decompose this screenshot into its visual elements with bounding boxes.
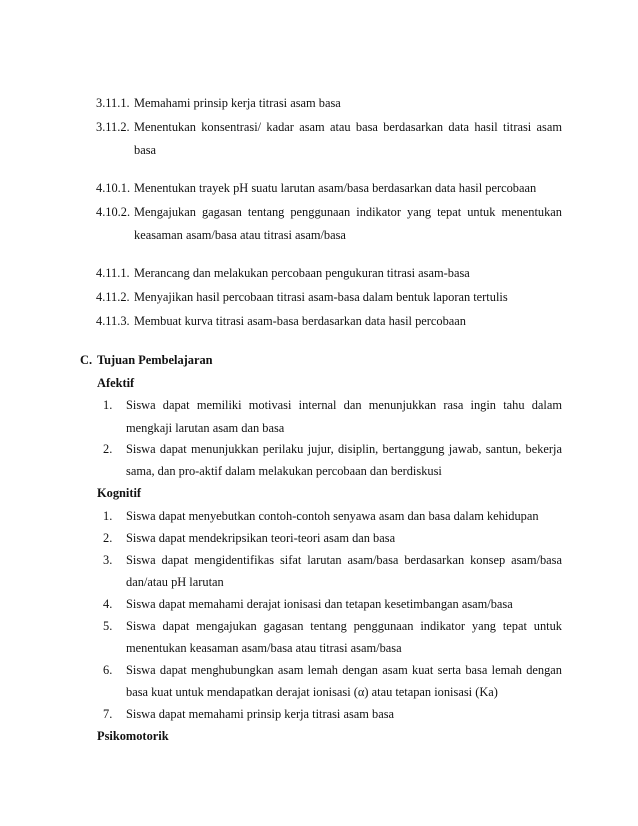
indicator-text: Mengajukan gagasan tentang penggunaan indikator yang tepat untuk menentukan [134,205,562,219]
document-page: 3.11.1. Memahami prinsip kerja titrasi asam basa 3.11.2. Menentukan konsentrasi/ kadar asam atau basa berdasarkan data hasil titrasi asam basa 4.10.1. Menentukan trayek pH suatu larutan asam/basa berdasarkan data hasil percobaan 4.10.2. Mengajukan gagasan tentang penggunaan indikator yang tepat untuk menentukan keasaman asam/basa atau titrasi asam/basa 4.11.1. Merancang dan melakukan percobaan pengukuran titrasi asam-basa 4.11.2. Menyajikan hasil percobaan titrasi asam-basa dalam bentuk laporan tertulis 4.11.3. Membuat kurva titrasi asam-basa berdasarkan data hasil percobaan C. Tujuan Pembelajaran Afektif 1. Siswa dapat memiliki motivasi internal dan menunjukkan rasa ingin tahu dalam mengkaji larutan asam dan basa 2. Siswa dapat menunjukkan perilaku jujur, disiplin, bertanggung jawab, santun, bekerja sama, dan pro-aktif dalam melakukan percobaan dan berdiskusi Kognitif 1. Siswa dapat menyebutkan contoh-contoh senyawa asam dan basa dalam kehidupan 2. Siswa dapat mendekripsikan teori-teori asam dan basa 3. Siswa dapat mengidentifikas sifat larutan asam/basa berdasarkan konsep asam/basa dan/atau pH larutan 4. Siswa dapat memahami derajat ionisasi dan tetapan kesetimbangan asam/basa 5. Siswa dapat mengajukan gagasan tentang penggunaan indikator yang tepat untuk menentukan keasaman asam/basa atau titrasi asam/basa 6. Siswa dapat menghubungkan asam lemah dengan asam kuat serta basa lemah dengan basa kuat untuk mendapatkan derajat ionisasi (α) atau tetapan ionisasi (Ka) 7. Siswa dapat memahami prinsip kerja titrasi asam basa Psikomotorik [80,96,562,743]
psikomotorik-heading: Psikomotorik [97,729,169,743]
indicator-text: Menentukan konsentrasi/ kadar asam atau basa berdasarkan data hasil titrasi asam [134,120,562,134]
indicator-text: Menentukan trayek pH suatu larutan asam/basa berdasarkan data hasil percobaan [134,181,537,195]
indicator-text: Merancang dan melakukan percobaan pengukuran titrasi asam-basa [134,266,470,280]
kognitif-heading: Kognitif [97,486,142,500]
afektif-heading: Afektif [97,376,135,390]
indicator-text: Memahami prinsip kerja titrasi asam basa [134,96,341,110]
indicator-text: Menyajikan hasil percobaan titrasi asam-basa dalam bentuk laporan tertulis [134,290,508,304]
section-letter: C. [80,353,93,367]
section-title: Tujuan Pembelajaran [97,353,213,367]
indicator-text: Membuat kurva titrasi asam-basa berdasarkan data hasil percobaan [134,314,467,328]
